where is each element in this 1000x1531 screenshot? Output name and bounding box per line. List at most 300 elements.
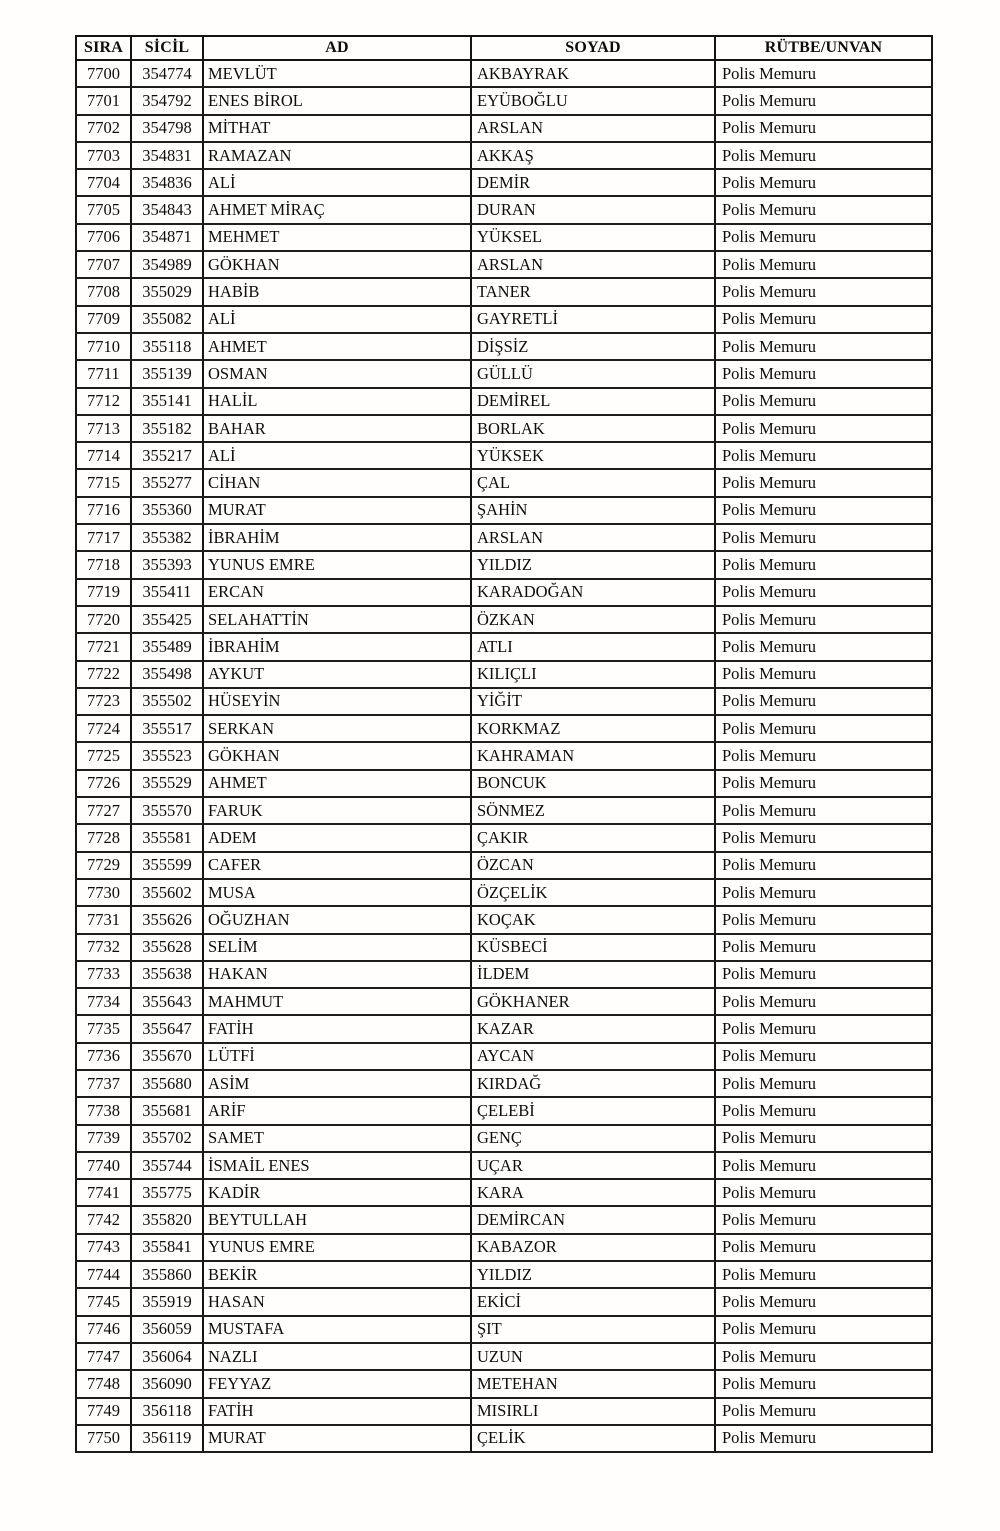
table-row xyxy=(76,906,932,933)
cell-sira: 7730 xyxy=(76,879,131,906)
cell-ad: BAHAR xyxy=(203,415,471,442)
cell-sira: 7711 xyxy=(76,360,131,387)
table-row xyxy=(76,278,932,305)
cell-ad: ASİM xyxy=(203,1070,471,1097)
cell-soyad: AKKAŞ xyxy=(471,142,715,169)
cell-soyad: DEMİR xyxy=(471,169,715,196)
cell-soyad: DURAN xyxy=(471,196,715,223)
cell-rutbe: Polis Memuru xyxy=(715,1261,932,1288)
cell-rutbe: Polis Memuru xyxy=(715,934,932,961)
cell-soyad: TANER xyxy=(471,278,715,305)
cell-ad: GÖKHAN xyxy=(203,251,471,278)
cell-ad: HAKAN xyxy=(203,961,471,988)
table-row xyxy=(76,169,932,196)
cell-soyad: EYÜBOĞLU xyxy=(471,87,715,114)
cell-sira: 7703 xyxy=(76,142,131,169)
cell-sicil: 355775 xyxy=(131,1179,203,1206)
cell-ad: MAHMUT xyxy=(203,988,471,1015)
cell-sicil: 355626 xyxy=(131,906,203,933)
table-row xyxy=(76,524,932,551)
table-row xyxy=(76,1316,932,1343)
cell-soyad: İLDEM xyxy=(471,961,715,988)
table-row xyxy=(76,60,932,87)
cell-sira: 7729 xyxy=(76,852,131,879)
cell-ad: SERKAN xyxy=(203,715,471,742)
cell-rutbe: Polis Memuru xyxy=(715,115,932,142)
cell-rutbe: Polis Memuru xyxy=(715,906,932,933)
cell-rutbe: Polis Memuru xyxy=(715,797,932,824)
cell-ad: SELİM xyxy=(203,934,471,961)
cell-sicil: 356090 xyxy=(131,1370,203,1397)
cell-sicil: 354871 xyxy=(131,224,203,251)
cell-sira: 7740 xyxy=(76,1152,131,1179)
cell-rutbe: Polis Memuru xyxy=(715,1125,932,1152)
cell-ad: ALİ xyxy=(203,169,471,196)
cell-sicil: 355139 xyxy=(131,360,203,387)
cell-soyad: GÜLLÜ xyxy=(471,360,715,387)
cell-sicil: 355393 xyxy=(131,551,203,578)
table-row xyxy=(76,196,932,223)
cell-soyad: YÜKSEK xyxy=(471,442,715,469)
table-row xyxy=(76,1398,932,1425)
cell-sira: 7726 xyxy=(76,770,131,797)
cell-sira: 7741 xyxy=(76,1179,131,1206)
cell-sicil: 355570 xyxy=(131,797,203,824)
column-header-sira: SIRA xyxy=(76,36,131,60)
cell-sicil: 355681 xyxy=(131,1097,203,1124)
cell-sicil: 354831 xyxy=(131,142,203,169)
cell-sicil: 355643 xyxy=(131,988,203,1015)
cell-ad: FATİH xyxy=(203,1015,471,1042)
cell-sira: 7750 xyxy=(76,1425,131,1452)
cell-soyad: EKİCİ xyxy=(471,1288,715,1315)
cell-soyad: KOÇAK xyxy=(471,906,715,933)
cell-sira: 7717 xyxy=(76,524,131,551)
cell-sira: 7709 xyxy=(76,306,131,333)
cell-sira: 7731 xyxy=(76,906,131,933)
cell-sicil: 356119 xyxy=(131,1425,203,1452)
cell-soyad: ÖZKAN xyxy=(471,606,715,633)
cell-sicil: 356064 xyxy=(131,1343,203,1370)
cell-sira: 7744 xyxy=(76,1261,131,1288)
cell-rutbe: Polis Memuru xyxy=(715,606,932,633)
table-row xyxy=(76,469,932,496)
table-row xyxy=(76,633,932,660)
cell-soyad: SÖNMEZ xyxy=(471,797,715,824)
cell-ad: SELAHATTİN xyxy=(203,606,471,633)
cell-rutbe: Polis Memuru xyxy=(715,961,932,988)
cell-sira: 7725 xyxy=(76,742,131,769)
cell-sicil: 355411 xyxy=(131,579,203,606)
cell-soyad: ÖZÇELİK xyxy=(471,879,715,906)
cell-soyad: GAYRETLİ xyxy=(471,306,715,333)
cell-rutbe: Polis Memuru xyxy=(715,770,932,797)
cell-sicil: 355425 xyxy=(131,606,203,633)
cell-soyad: YILDIZ xyxy=(471,551,715,578)
table-row xyxy=(76,1015,932,1042)
cell-sicil: 355217 xyxy=(131,442,203,469)
cell-sicil: 355382 xyxy=(131,524,203,551)
cell-soyad: BORLAK xyxy=(471,415,715,442)
cell-sicil: 355523 xyxy=(131,742,203,769)
cell-ad: HASAN xyxy=(203,1288,471,1315)
cell-sira: 7707 xyxy=(76,251,131,278)
cell-rutbe: Polis Memuru xyxy=(715,579,932,606)
cell-rutbe: Polis Memuru xyxy=(715,87,932,114)
table-row xyxy=(76,1425,932,1452)
table-row xyxy=(76,360,932,387)
cell-ad: YUNUS EMRE xyxy=(203,551,471,578)
cell-ad: İBRAHİM xyxy=(203,524,471,551)
cell-sira: 7719 xyxy=(76,579,131,606)
cell-ad: ENES BİROL xyxy=(203,87,471,114)
cell-rutbe: Polis Memuru xyxy=(715,715,932,742)
column-header-rutbe: RÜTBE/UNVAN xyxy=(715,36,932,60)
cell-ad: ADEM xyxy=(203,824,471,851)
cell-soyad: KAZAR xyxy=(471,1015,715,1042)
table-row xyxy=(76,497,932,524)
cell-rutbe: Polis Memuru xyxy=(715,196,932,223)
cell-rutbe: Polis Memuru xyxy=(715,879,932,906)
cell-sira: 7738 xyxy=(76,1097,131,1124)
cell-sira: 7702 xyxy=(76,115,131,142)
cell-ad: ERCAN xyxy=(203,579,471,606)
table-row xyxy=(76,1179,932,1206)
cell-soyad: ARSLAN xyxy=(471,251,715,278)
cell-sira: 7746 xyxy=(76,1316,131,1343)
cell-soyad: GÖKHANER xyxy=(471,988,715,1015)
table-row xyxy=(76,1343,932,1370)
cell-rutbe: Polis Memuru xyxy=(715,442,932,469)
cell-sira: 7724 xyxy=(76,715,131,742)
table-row xyxy=(76,251,932,278)
table-row xyxy=(76,688,932,715)
cell-sira: 7733 xyxy=(76,961,131,988)
cell-sira: 7727 xyxy=(76,797,131,824)
cell-rutbe: Polis Memuru xyxy=(715,688,932,715)
cell-rutbe: Polis Memuru xyxy=(715,852,932,879)
table-header-row xyxy=(76,36,932,60)
table-row xyxy=(76,742,932,769)
cell-rutbe: Polis Memuru xyxy=(715,1370,932,1397)
table-row xyxy=(76,606,932,633)
table-row xyxy=(76,333,932,360)
cell-ad: FARUK xyxy=(203,797,471,824)
cell-soyad: UZUN xyxy=(471,1343,715,1370)
cell-rutbe: Polis Memuru xyxy=(715,1343,932,1370)
cell-ad: KADİR xyxy=(203,1179,471,1206)
cell-sira: 7705 xyxy=(76,196,131,223)
table-row xyxy=(76,1288,932,1315)
table-row xyxy=(76,879,932,906)
cell-rutbe: Polis Memuru xyxy=(715,469,932,496)
cell-soyad: MISIRLI xyxy=(471,1398,715,1425)
table-row xyxy=(76,142,932,169)
cell-rutbe: Polis Memuru xyxy=(715,1179,932,1206)
cell-ad: HALİL xyxy=(203,388,471,415)
cell-sicil: 355517 xyxy=(131,715,203,742)
cell-ad: FEYYAZ xyxy=(203,1370,471,1397)
cell-sicil: 354774 xyxy=(131,60,203,87)
cell-sira: 7723 xyxy=(76,688,131,715)
cell-sira: 7712 xyxy=(76,388,131,415)
cell-sira: 7706 xyxy=(76,224,131,251)
cell-sicil: 355702 xyxy=(131,1125,203,1152)
cell-soyad: KILIÇLI xyxy=(471,661,715,688)
cell-soyad: YÜKSEL xyxy=(471,224,715,251)
cell-sicil: 355602 xyxy=(131,879,203,906)
cell-ad: AHMET xyxy=(203,333,471,360)
cell-sicil: 355360 xyxy=(131,497,203,524)
cell-sira: 7749 xyxy=(76,1398,131,1425)
cell-sira: 7718 xyxy=(76,551,131,578)
cell-sicil: 355680 xyxy=(131,1070,203,1097)
cell-ad: AYKUT xyxy=(203,661,471,688)
cell-sicil: 355744 xyxy=(131,1152,203,1179)
cell-sicil: 354843 xyxy=(131,196,203,223)
cell-sicil: 355502 xyxy=(131,688,203,715)
table-row xyxy=(76,797,932,824)
cell-rutbe: Polis Memuru xyxy=(715,278,932,305)
table-row xyxy=(76,961,932,988)
cell-sira: 7743 xyxy=(76,1234,131,1261)
cell-ad: RAMAZAN xyxy=(203,142,471,169)
cell-rutbe: Polis Memuru xyxy=(715,524,932,551)
table-row xyxy=(76,87,932,114)
cell-ad: MURAT xyxy=(203,497,471,524)
table-row xyxy=(76,579,932,606)
cell-rutbe: Polis Memuru xyxy=(715,1097,932,1124)
cell-sira: 7722 xyxy=(76,661,131,688)
cell-ad: FATİH xyxy=(203,1398,471,1425)
cell-rutbe: Polis Memuru xyxy=(715,333,932,360)
cell-rutbe: Polis Memuru xyxy=(715,742,932,769)
cell-sira: 7745 xyxy=(76,1288,131,1315)
cell-soyad: ÇAKIR xyxy=(471,824,715,851)
cell-ad: CAFER xyxy=(203,852,471,879)
cell-sicil: 355182 xyxy=(131,415,203,442)
cell-sira: 7742 xyxy=(76,1206,131,1233)
cell-sira: 7739 xyxy=(76,1125,131,1152)
table-row xyxy=(76,306,932,333)
table-body xyxy=(76,60,932,1452)
cell-sicil: 355141 xyxy=(131,388,203,415)
table-row xyxy=(76,852,932,879)
cell-rutbe: Polis Memuru xyxy=(715,497,932,524)
cell-sicil: 355841 xyxy=(131,1234,203,1261)
table-row xyxy=(76,1234,932,1261)
table-row xyxy=(76,1261,932,1288)
table-row xyxy=(76,442,932,469)
cell-sicil: 354836 xyxy=(131,169,203,196)
cell-rutbe: Polis Memuru xyxy=(715,306,932,333)
cell-rutbe: Polis Memuru xyxy=(715,824,932,851)
cell-soyad: YİĞİT xyxy=(471,688,715,715)
cell-sira: 7704 xyxy=(76,169,131,196)
cell-ad: ALİ xyxy=(203,442,471,469)
cell-sicil: 356059 xyxy=(131,1316,203,1343)
cell-rutbe: Polis Memuru xyxy=(715,60,932,87)
table-row xyxy=(76,1125,932,1152)
cell-ad: İBRAHİM xyxy=(203,633,471,660)
cell-ad: ARİF xyxy=(203,1097,471,1124)
cell-rutbe: Polis Memuru xyxy=(715,1206,932,1233)
table-row xyxy=(76,115,932,142)
table-row xyxy=(76,1043,932,1070)
cell-soyad: ARSLAN xyxy=(471,115,715,142)
table-row xyxy=(76,770,932,797)
cell-sira: 7721 xyxy=(76,633,131,660)
cell-sicil: 355919 xyxy=(131,1288,203,1315)
cell-ad: HÜSEYİN xyxy=(203,688,471,715)
cell-rutbe: Polis Memuru xyxy=(715,661,932,688)
cell-rutbe: Polis Memuru xyxy=(715,1316,932,1343)
cell-sicil: 354792 xyxy=(131,87,203,114)
table-row xyxy=(76,934,932,961)
cell-ad: AHMET xyxy=(203,770,471,797)
cell-sira: 7748 xyxy=(76,1370,131,1397)
table-row xyxy=(76,824,932,851)
cell-ad: MURAT xyxy=(203,1425,471,1452)
cell-sicil: 355670 xyxy=(131,1043,203,1070)
cell-rutbe: Polis Memuru xyxy=(715,388,932,415)
cell-sira: 7736 xyxy=(76,1043,131,1070)
table-row xyxy=(76,661,932,688)
cell-sira: 7700 xyxy=(76,60,131,87)
cell-ad: LÜTFİ xyxy=(203,1043,471,1070)
cell-soyad: GENÇ xyxy=(471,1125,715,1152)
cell-soyad: KIRDAĞ xyxy=(471,1070,715,1097)
table-row xyxy=(76,715,932,742)
cell-soyad: BONCUK xyxy=(471,770,715,797)
cell-soyad: KÜSBECİ xyxy=(471,934,715,961)
cell-soyad: KABAZOR xyxy=(471,1234,715,1261)
cell-rutbe: Polis Memuru xyxy=(715,1288,932,1315)
cell-ad: OSMAN xyxy=(203,360,471,387)
cell-sira: 7714 xyxy=(76,442,131,469)
cell-rutbe: Polis Memuru xyxy=(715,142,932,169)
cell-ad: BEYTULLAH xyxy=(203,1206,471,1233)
cell-soyad: YILDIZ xyxy=(471,1261,715,1288)
cell-rutbe: Polis Memuru xyxy=(715,1015,932,1042)
cell-rutbe: Polis Memuru xyxy=(715,633,932,660)
column-header-sicil: SİCİL xyxy=(131,36,203,60)
cell-sira: 7716 xyxy=(76,497,131,524)
cell-rutbe: Polis Memuru xyxy=(715,360,932,387)
cell-sicil: 355498 xyxy=(131,661,203,688)
cell-soyad: AKBAYRAK xyxy=(471,60,715,87)
cell-sira: 7737 xyxy=(76,1070,131,1097)
cell-sira: 7732 xyxy=(76,934,131,961)
table-row xyxy=(76,224,932,251)
cell-sicil: 354798 xyxy=(131,115,203,142)
cell-soyad: KAHRAMAN xyxy=(471,742,715,769)
cell-ad: BEKİR xyxy=(203,1261,471,1288)
cell-ad: OĞUZHAN xyxy=(203,906,471,933)
cell-sira: 7708 xyxy=(76,278,131,305)
cell-sicil: 354989 xyxy=(131,251,203,278)
cell-sira: 7701 xyxy=(76,87,131,114)
cell-ad: CİHAN xyxy=(203,469,471,496)
cell-ad: MİTHAT xyxy=(203,115,471,142)
cell-soyad: ŞAHİN xyxy=(471,497,715,524)
cell-rutbe: Polis Memuru xyxy=(715,224,932,251)
cell-soyad: ARSLAN xyxy=(471,524,715,551)
cell-sira: 7747 xyxy=(76,1343,131,1370)
cell-rutbe: Polis Memuru xyxy=(715,415,932,442)
cell-sicil: 355277 xyxy=(131,469,203,496)
cell-ad: MEVLÜT xyxy=(203,60,471,87)
cell-soyad: ÇELEBİ xyxy=(471,1097,715,1124)
cell-soyad: ÖZCAN xyxy=(471,852,715,879)
cell-rutbe: Polis Memuru xyxy=(715,551,932,578)
table-row xyxy=(76,415,932,442)
cell-rutbe: Polis Memuru xyxy=(715,988,932,1015)
cell-sicil: 355029 xyxy=(131,278,203,305)
cell-sicil: 355581 xyxy=(131,824,203,851)
cell-sicil: 355820 xyxy=(131,1206,203,1233)
cell-sicil: 355489 xyxy=(131,633,203,660)
table-row xyxy=(76,1070,932,1097)
cell-rutbe: Polis Memuru xyxy=(715,251,932,278)
cell-ad: NAZLI xyxy=(203,1343,471,1370)
cell-soyad: DEMİREL xyxy=(471,388,715,415)
cell-rutbe: Polis Memuru xyxy=(715,1070,932,1097)
cell-sicil: 355599 xyxy=(131,852,203,879)
cell-soyad: KARADOĞAN xyxy=(471,579,715,606)
cell-sicil: 355638 xyxy=(131,961,203,988)
table-row xyxy=(76,988,932,1015)
cell-sicil: 355529 xyxy=(131,770,203,797)
cell-soyad: KARA xyxy=(471,1179,715,1206)
cell-ad: HABİB xyxy=(203,278,471,305)
cell-ad: GÖKHAN xyxy=(203,742,471,769)
cell-ad: İSMAİL ENES xyxy=(203,1152,471,1179)
cell-sira: 7735 xyxy=(76,1015,131,1042)
cell-sicil: 355647 xyxy=(131,1015,203,1042)
cell-sira: 7720 xyxy=(76,606,131,633)
cell-soyad: UÇAR xyxy=(471,1152,715,1179)
cell-ad: MUSA xyxy=(203,879,471,906)
cell-ad: MUSTAFA xyxy=(203,1316,471,1343)
cell-sicil: 355860 xyxy=(131,1261,203,1288)
cell-ad: YUNUS EMRE xyxy=(203,1234,471,1261)
cell-rutbe: Polis Memuru xyxy=(715,1152,932,1179)
cell-soyad: ÇELİK xyxy=(471,1425,715,1452)
cell-soyad: ÇAL xyxy=(471,469,715,496)
cell-soyad: KORKMAZ xyxy=(471,715,715,742)
cell-sira: 7713 xyxy=(76,415,131,442)
personnel-table xyxy=(75,35,933,1453)
table-row xyxy=(76,388,932,415)
table-row xyxy=(76,1097,932,1124)
cell-soyad: METEHAN xyxy=(471,1370,715,1397)
cell-soyad: DİŞSİZ xyxy=(471,333,715,360)
cell-soyad: DEMİRCAN xyxy=(471,1206,715,1233)
cell-ad: MEHMET xyxy=(203,224,471,251)
cell-sicil: 355118 xyxy=(131,333,203,360)
cell-sicil: 355082 xyxy=(131,306,203,333)
cell-ad: AHMET MİRAÇ xyxy=(203,196,471,223)
cell-sicil: 356118 xyxy=(131,1398,203,1425)
cell-rutbe: Polis Memuru xyxy=(715,1425,932,1452)
cell-ad: ALİ xyxy=(203,306,471,333)
cell-rutbe: Polis Memuru xyxy=(715,1398,932,1425)
cell-sira: 7734 xyxy=(76,988,131,1015)
table-row xyxy=(76,1370,932,1397)
table-row xyxy=(76,551,932,578)
cell-ad: SAMET xyxy=(203,1125,471,1152)
